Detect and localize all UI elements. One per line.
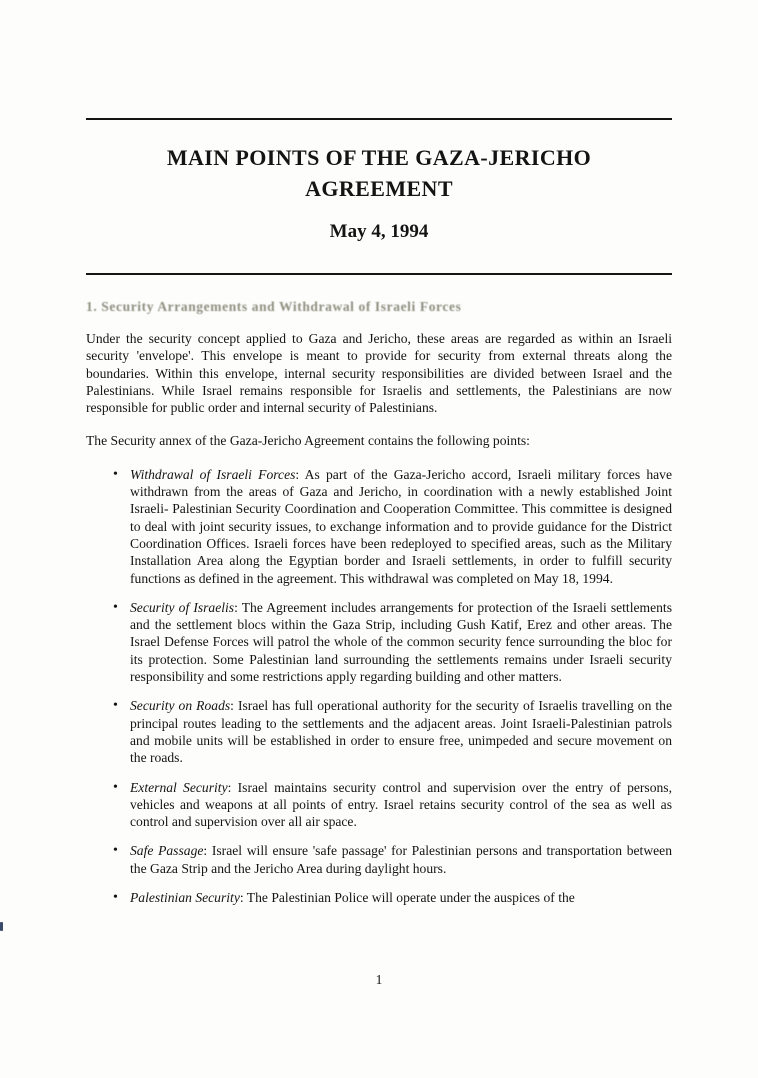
list-item bbox=[113, 697, 672, 766]
title-line-2: AGREEMENT bbox=[305, 176, 453, 201]
bullet-text: : Israel maintains security control and supervision over the entry of persons, vehicles and weapons at all points of entry. Israel retains security control of the sea as well as control and supervision over all air space. bbox=[130, 779, 672, 830]
title-block bbox=[86, 142, 672, 243]
bullet-lead: Security of Israelis bbox=[130, 599, 235, 615]
page-number: 1 bbox=[375, 972, 383, 987]
annex-line: The Security annex of the Gaza-Jericho Agreement contains the following points: bbox=[86, 433, 530, 449]
scan-artifact-mark bbox=[0, 922, 3, 931]
document-date: May 4, 1994 bbox=[329, 221, 429, 242]
bullet-text: : Israel will ensure 'safe passage' for Palestinian persons and transportation between the Gaza Strip and the Jericho Area during daylight hours. bbox=[130, 843, 672, 876]
intro-paragraph: Under the security concept applied to Gaza and Jericho, these areas are regarded as within an Israeli security 'envelope'. This envelope is meant to provide for security from external threats along the boundaries. Within this envelope, internal security responsibilities are divided between Israel and the Palestinians. While Israel remains responsible for Israelis and settlements, the Palestinians are now responsible for public order and internal security of Palestinians. bbox=[86, 331, 672, 416]
bullet-text: : As part of the Gaza-Jericho accord, Israeli military forces have withdrawn from the areas of Gaza and Jericho, in coordination with a newly established Joint Israeli- Palestinian Security Coordination and Cooperation Committee. This committee is designed to deal with joint security issues, to exchange information and to provide guidance for the District Coordination Offices. Israeli forces have been redeployed to specified areas, such as the Military Installation Area along the Egyptian border and Israeli settlements, in order to fulfill security functions as defined in the agreement. This withdrawal was completed on May 18, 1994. bbox=[130, 466, 673, 586]
title-line-1: MAIN POINTS OF THE GAZA-JERICHO bbox=[166, 145, 592, 170]
list-item bbox=[113, 599, 672, 685]
bullet-text: : Israel has full operational authority for the security of Israelis travelling on the principal routes leading to the settlements and the adjacent areas. Joint Israeli-Palestinian patrols and mobile units will be established in order to ensure free, unimpeded and secure movement on the roads. bbox=[130, 698, 672, 766]
list-item bbox=[113, 889, 672, 906]
list-item bbox=[113, 466, 672, 587]
document-title bbox=[86, 142, 672, 204]
bullet-text: : The Agreement includes arrangements for protection of the Israeli settlements and the settlement blocs within the Gaza Strip, including Gush Katif, Erez and other areas. The Israel Defense Forces will patrol the whole of the common security fence surrounding the bloc for its protection. Some Palestinian land surrounding the settlements remains under Israeli security responsibility and some restrictions apply regarding building and other matters. bbox=[130, 599, 672, 685]
section-heading: 1. Security Arrangements and Withdrawal of Israeli Forces bbox=[86, 299, 462, 314]
bullet-lead: Safe Passage bbox=[130, 843, 204, 859]
top-horizontal-rule bbox=[86, 118, 672, 120]
bullet-lead: Security on Roads bbox=[130, 698, 231, 714]
bullet-lead: External Security bbox=[130, 779, 228, 795]
divider-rule bbox=[86, 273, 672, 275]
list-item bbox=[113, 779, 672, 831]
bullet-lead: Withdrawal of Israeli Forces bbox=[130, 466, 296, 482]
bullet-lead: Palestinian Security bbox=[130, 890, 240, 906]
security-points-list bbox=[86, 466, 672, 907]
bullet-text: : The Palestinian Police will operate under the auspices of the bbox=[239, 890, 575, 906]
list-item bbox=[113, 842, 672, 877]
